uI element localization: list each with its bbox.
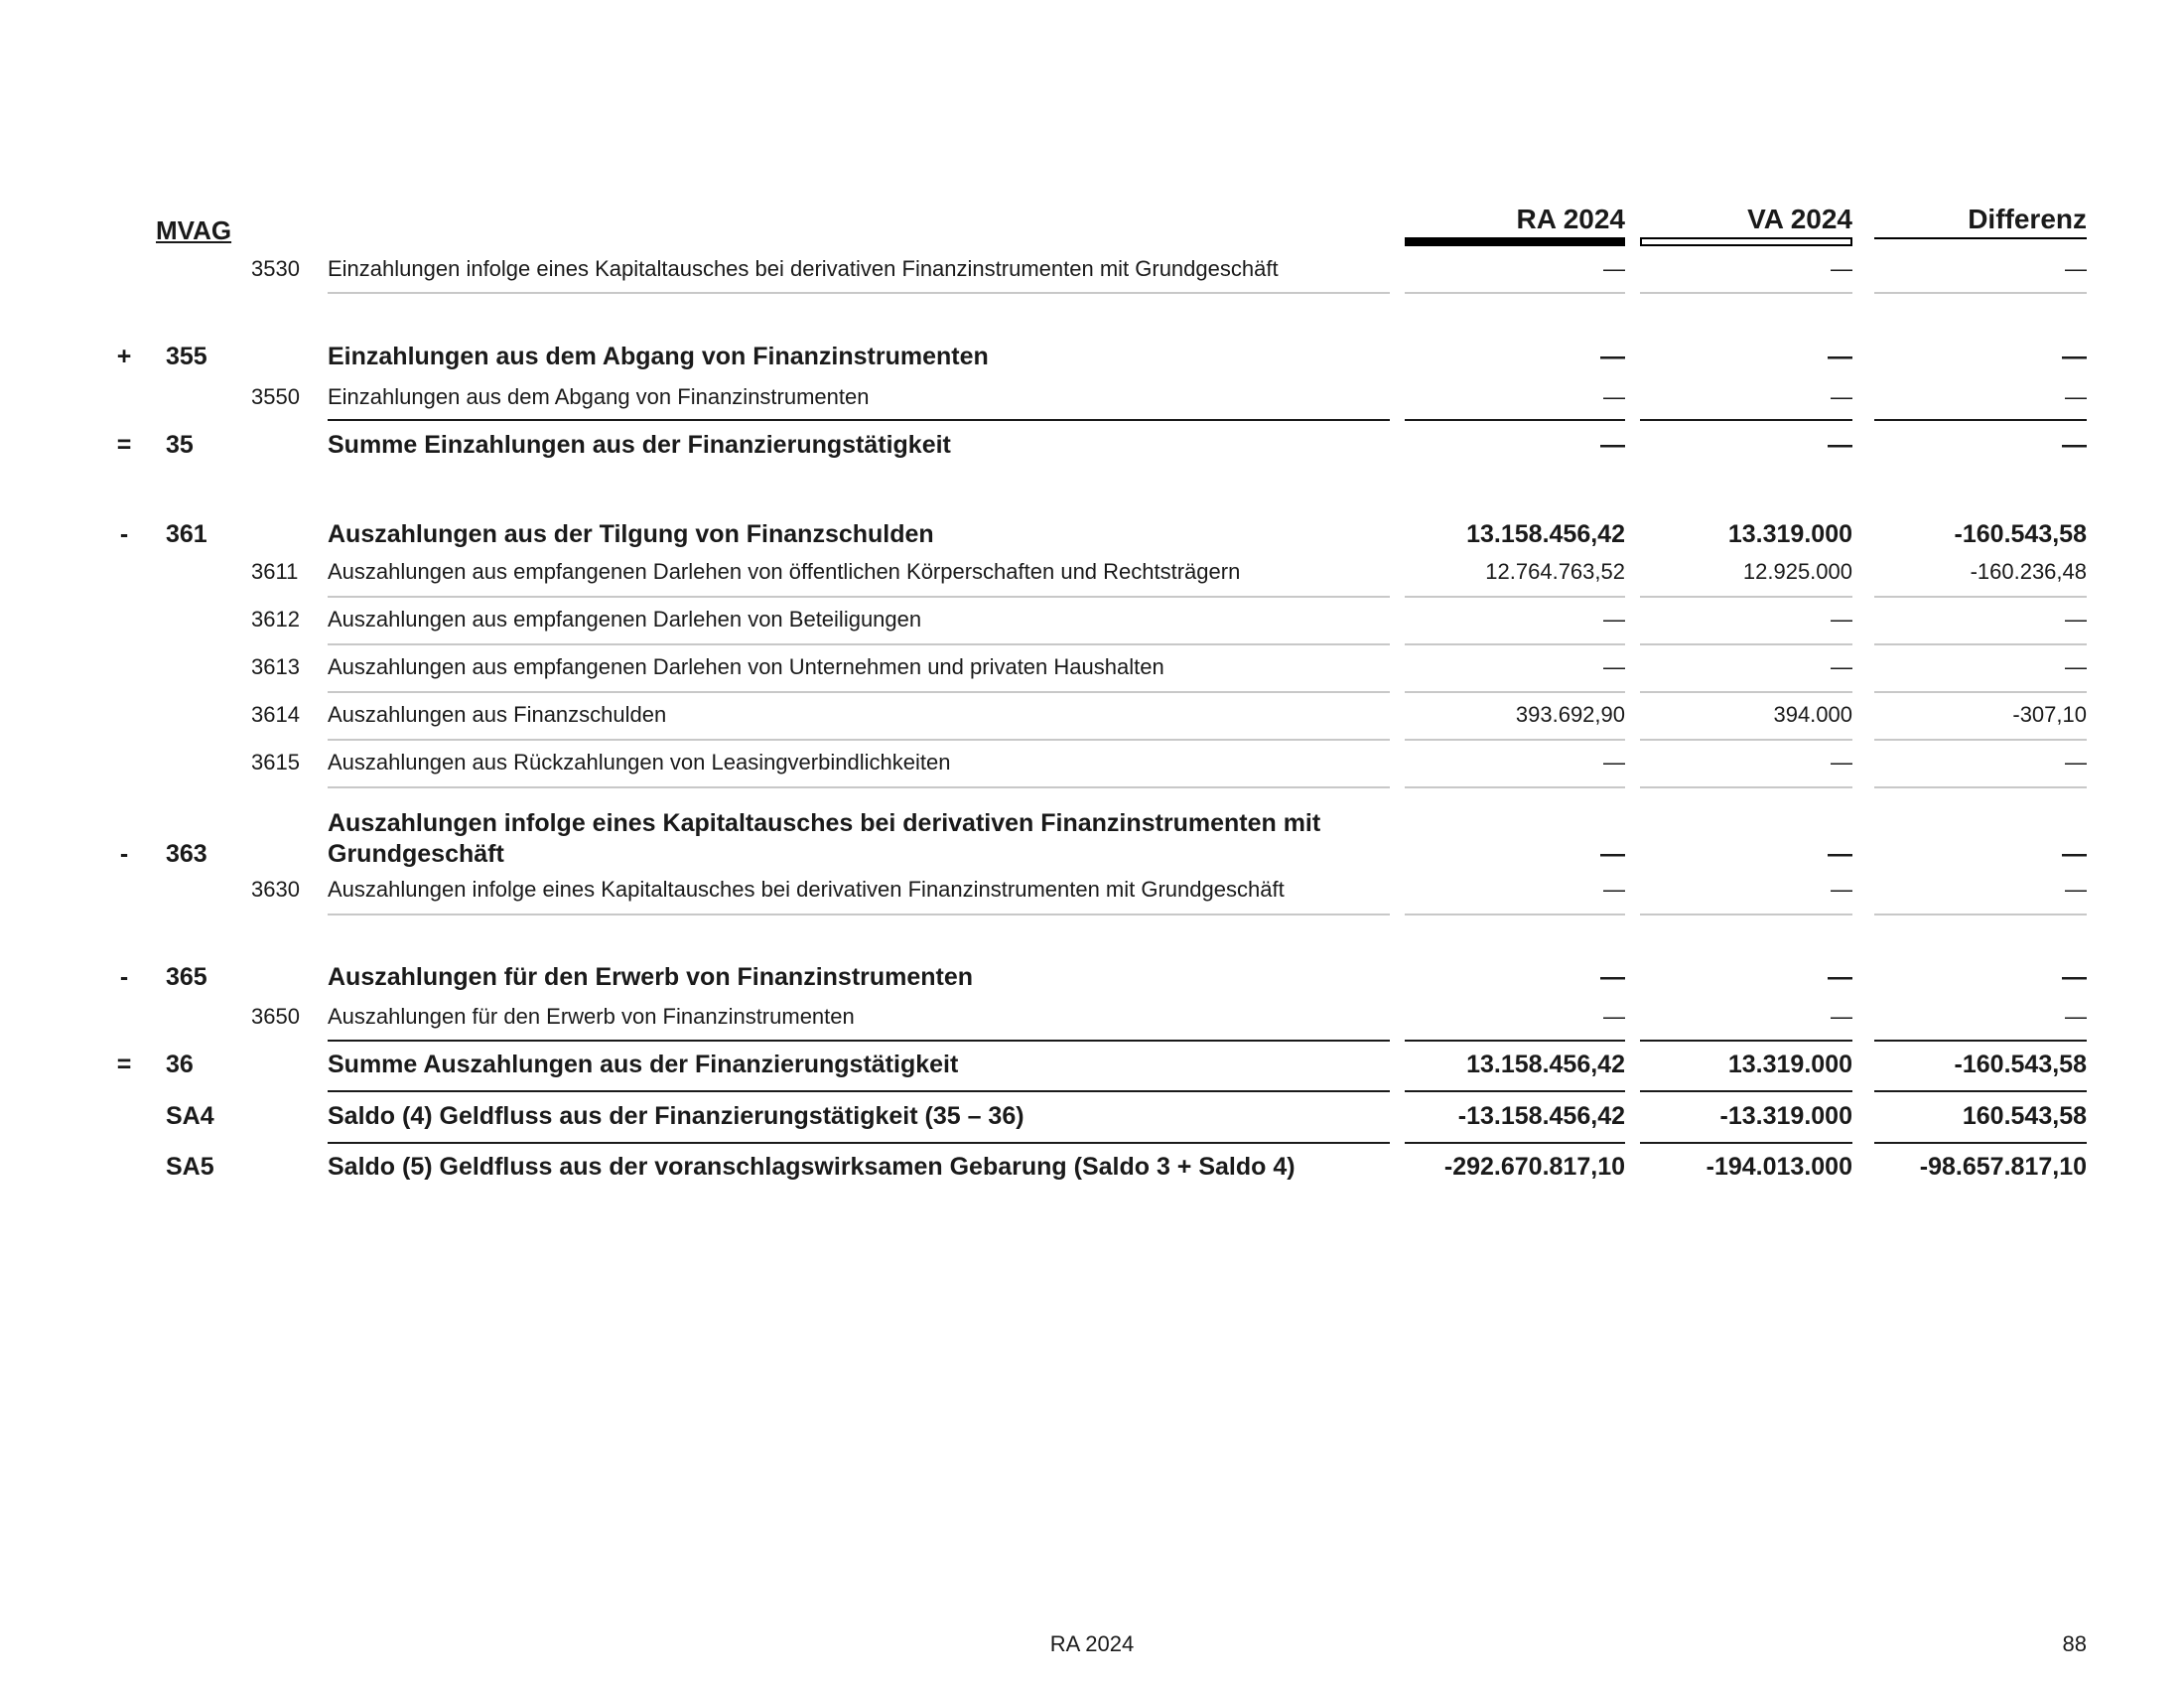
value-differenz: —	[2065, 654, 2087, 679]
value-va: 13.319.000	[1727, 520, 1852, 548]
row-label: Einzahlungen infolge eines Kapitaltausches bei derivativen Finanzinstrumenten mit Grundgeschäft	[328, 256, 1279, 281]
value-differenz: —	[2065, 607, 2087, 632]
row-divider	[1640, 786, 1852, 788]
header-bar-ra	[1405, 237, 1625, 246]
account-code: 3530	[251, 256, 300, 281]
value-va: —	[1831, 607, 1852, 632]
row-label: Auszahlungen für den Erwerb von Finanzinstrumenten	[328, 963, 974, 991]
sum-divider	[1640, 1040, 1852, 1042]
row-divider	[328, 691, 1390, 693]
group-code: 355	[166, 343, 207, 370]
value-ra: 393.692,90	[1515, 702, 1625, 727]
column-header-differenz: Differenz	[1968, 204, 2087, 234]
sum-divider	[328, 1142, 1390, 1144]
sum-divider	[328, 1040, 1390, 1042]
page-number: 88	[2062, 1631, 2087, 1656]
row-label: Auszahlungen aus empfangenen Darlehen von Beteiligungen	[328, 607, 922, 632]
row-label: Summe Einzahlungen aus der Finanzierungstätigkeit	[328, 431, 951, 459]
row-divider	[1405, 739, 1625, 741]
row-label: Auszahlungen für den Erwerb von Finanzinstrumenten	[328, 1004, 855, 1029]
value-ra: 12.764.763,52	[1485, 559, 1625, 584]
value-differenz: -160.543,58	[1954, 1051, 2087, 1078]
value-differenz: —	[2065, 1004, 2087, 1029]
row-divider	[1874, 596, 2087, 598]
row-divider	[1640, 739, 1852, 741]
sum-divider	[1405, 1090, 1625, 1092]
sum-divider	[1874, 1142, 2087, 1144]
row-divider	[1640, 691, 1852, 693]
account-code: 3630	[251, 877, 300, 902]
balance-code: SA5	[166, 1153, 214, 1181]
value-ra: —	[1603, 1004, 1625, 1029]
value-ra: —	[1600, 343, 1625, 370]
row-divider	[1405, 691, 1625, 693]
row-label: Auszahlungen aus der Tilgung von Finanzschulden	[328, 520, 934, 548]
value-va: 394.000	[1773, 702, 1852, 727]
value-va: -194.013.000	[1706, 1153, 1852, 1181]
value-ra: —	[1603, 256, 1625, 281]
value-differenz: -160.543,58	[1954, 520, 2087, 548]
row-label: Summe Auszahlungen aus der Finanzierungstätigkeit	[328, 1051, 959, 1078]
account-code: 3613	[251, 654, 300, 679]
value-va: —	[1828, 840, 1852, 868]
header-bar-differenz	[1874, 237, 2087, 239]
group-code: 365	[166, 963, 207, 991]
sum-divider	[1874, 1040, 2087, 1042]
row-divider	[1640, 596, 1852, 598]
value-ra: —	[1600, 840, 1625, 868]
row-label: Einzahlungen aus dem Abgang von Finanzinstrumenten	[328, 384, 870, 409]
row-label: Auszahlungen aus Finanzschulden	[328, 702, 667, 727]
account-code: 3550	[251, 384, 300, 409]
value-va: —	[1828, 343, 1852, 370]
value-va: 12.925.000	[1742, 559, 1852, 584]
row-divider	[328, 596, 1390, 598]
value-ra: —	[1600, 431, 1625, 459]
account-code: 3614	[251, 702, 300, 727]
value-va: -13.319.000	[1719, 1102, 1852, 1130]
row-divider	[1874, 739, 2087, 741]
row-divider	[1874, 691, 2087, 693]
value-ra: -13.158.456,42	[1457, 1102, 1625, 1130]
value-differenz: 160.543,58	[1962, 1102, 2087, 1130]
sum-divider	[328, 419, 1390, 421]
sum-divider	[328, 1090, 1390, 1092]
value-va: —	[1831, 384, 1852, 409]
value-differenz: —	[2062, 431, 2087, 459]
account-code: 3611	[251, 559, 299, 584]
group-code: 361	[166, 520, 207, 548]
operator-sign: +	[116, 343, 132, 370]
value-differenz: -98.657.817,10	[1919, 1153, 2087, 1181]
mvag-header: MVAG	[156, 215, 232, 245]
account-code: 3615	[251, 750, 300, 774]
row-divider	[328, 786, 1390, 788]
account-code: 3650	[251, 1004, 300, 1029]
column-header-va: VA 2024	[1747, 204, 1852, 234]
sum-divider	[1874, 1090, 2087, 1092]
value-va: —	[1831, 877, 1852, 902]
sum-divider	[1640, 1142, 1852, 1144]
value-ra: —	[1603, 877, 1625, 902]
sum-divider	[1640, 1090, 1852, 1092]
value-va: —	[1831, 654, 1852, 679]
row-divider	[1640, 643, 1852, 645]
value-differenz: —	[2065, 877, 2087, 902]
row-divider	[1640, 914, 1852, 915]
row-divider	[1405, 643, 1625, 645]
sum-divider	[1874, 419, 2087, 421]
row-label: Auszahlungen aus empfangenen Darlehen von öffentlichen Körperschaften und Rechtsträgern	[328, 559, 1241, 584]
value-ra: 13.158.456,42	[1466, 520, 1625, 548]
column-header-ra: RA 2024	[1516, 204, 1625, 234]
value-differenz: -160.236,48	[1970, 559, 2087, 584]
value-ra: —	[1603, 384, 1625, 409]
value-va: —	[1831, 1004, 1852, 1029]
row-divider	[1874, 292, 2087, 294]
operator-sign: -	[119, 963, 129, 991]
balance-code: SA4	[166, 1102, 214, 1130]
row-divider	[328, 914, 1390, 915]
value-differenz: —	[2065, 256, 2087, 281]
row-divider	[1874, 786, 2087, 788]
value-va: —	[1828, 963, 1852, 991]
row-divider	[328, 643, 1390, 645]
value-differenz: —	[2065, 384, 2087, 409]
value-ra: —	[1600, 963, 1625, 991]
value-ra: —	[1603, 607, 1625, 632]
row-label: Auszahlungen aus empfangenen Darlehen von Unternehmen und privaten Haushalten	[328, 654, 1164, 679]
value-ra: -292.670.817,10	[1443, 1153, 1625, 1181]
sum-divider	[1405, 419, 1625, 421]
value-differenz: —	[2062, 343, 2087, 370]
row-divider	[1405, 292, 1625, 294]
sum-divider	[1405, 1142, 1625, 1144]
value-ra: —	[1603, 654, 1625, 679]
header-bar-va	[1640, 237, 1852, 246]
row-label-line-1: Auszahlungen infolge eines Kapitaltausches bei derivativen Finanzinstrumenten mit	[328, 809, 1321, 837]
operator-sign: -	[119, 520, 129, 548]
sum-divider	[1640, 419, 1852, 421]
row-label: Saldo (5) Geldfluss aus der voranschlagswirksamen Gebarung (Saldo 3 + Saldo 4)	[328, 1153, 1296, 1181]
row-divider	[1405, 786, 1625, 788]
sum-divider	[1405, 1040, 1625, 1042]
footer-title: RA 2024	[1049, 1631, 1135, 1656]
value-differenz: —	[2062, 840, 2087, 868]
operator-sign: -	[119, 840, 129, 868]
value-ra: —	[1603, 750, 1625, 774]
value-va: 13.319.000	[1727, 1051, 1852, 1078]
row-label: Auszahlungen infolge eines Kapitaltausches bei derivativen Finanzinstrumenten mit Grundgeschäft	[328, 877, 1285, 902]
group-code: 36	[166, 1051, 194, 1078]
value-va: —	[1828, 431, 1852, 459]
row-divider	[328, 739, 1390, 741]
value-va: —	[1831, 750, 1852, 774]
row-divider	[1874, 643, 2087, 645]
value-va: —	[1831, 256, 1852, 281]
row-divider	[1405, 914, 1625, 915]
row-divider	[328, 292, 1390, 294]
row-label: Einzahlungen aus dem Abgang von Finanzinstrumenten	[328, 343, 989, 370]
row-divider	[1874, 914, 2087, 915]
row-label: Saldo (4) Geldfluss aus der Finanzierungstätigkeit (35 – 36)	[328, 1102, 1024, 1130]
value-differenz: —	[2062, 963, 2087, 991]
row-divider	[1640, 292, 1852, 294]
operator-sign: =	[116, 1051, 132, 1078]
row-label: Auszahlungen aus Rückzahlungen von Leasingverbindlichkeiten	[328, 750, 951, 774]
value-differenz: —	[2065, 750, 2087, 774]
row-divider	[1405, 596, 1625, 598]
row-label-line-2: Grundgeschäft	[328, 840, 504, 868]
account-code: 3612	[251, 607, 300, 632]
operator-sign: =	[116, 431, 132, 459]
group-code: 363	[166, 840, 207, 868]
value-differenz: -307,10	[2012, 702, 2087, 727]
group-code: 35	[166, 431, 194, 459]
value-ra: 13.158.456,42	[1466, 1051, 1625, 1078]
